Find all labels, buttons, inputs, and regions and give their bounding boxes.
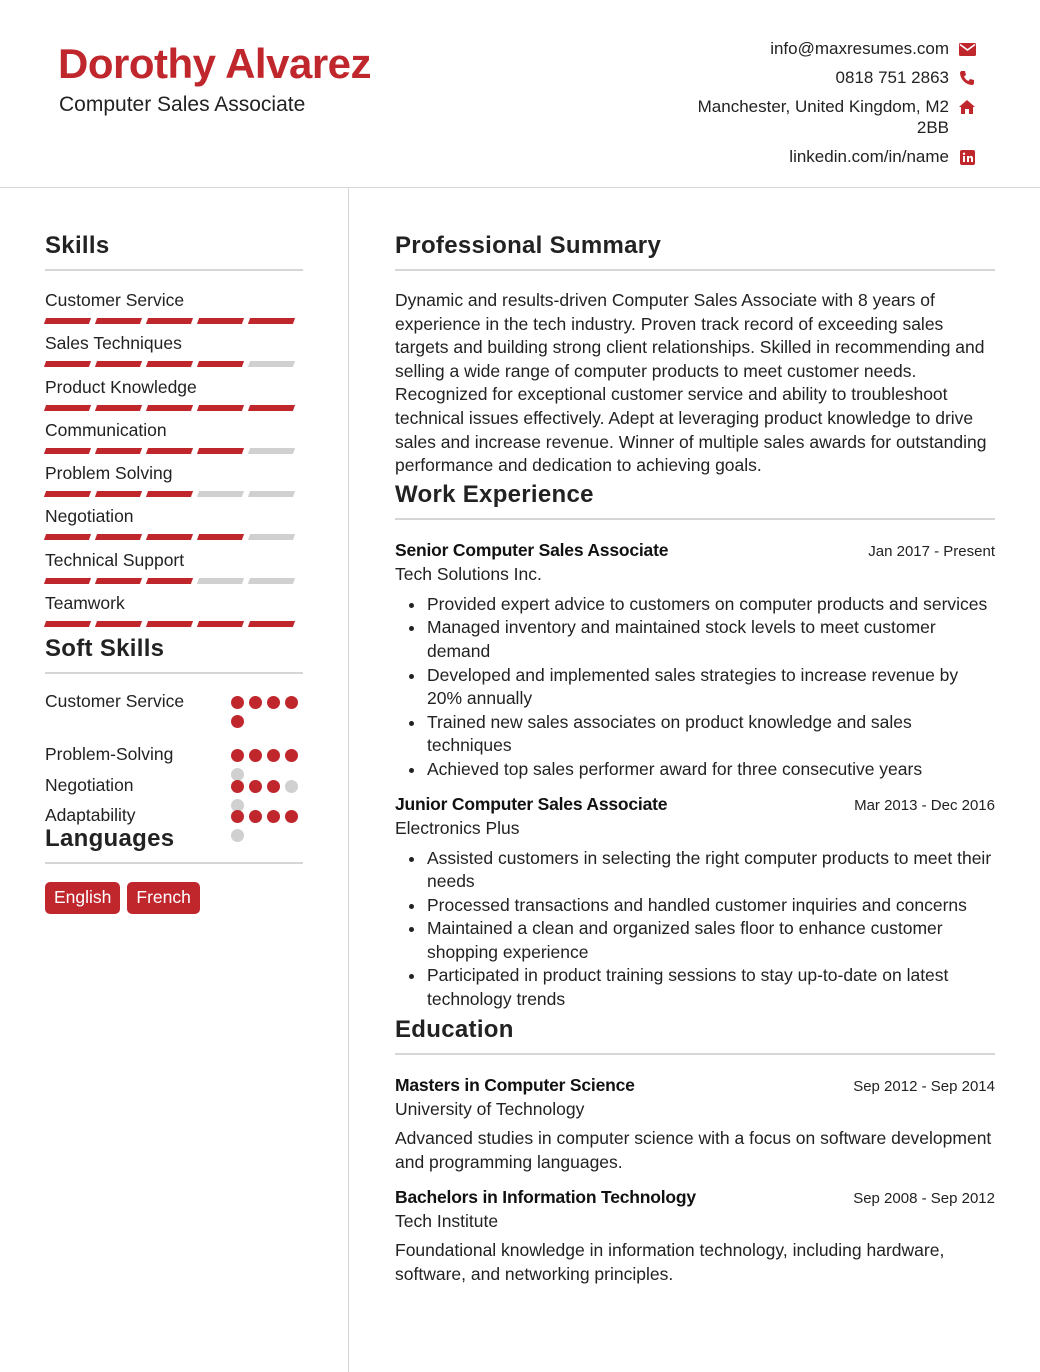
contact-phone[interactable] — [656, 67, 976, 88]
job-bullet: Trained new sales associates on product knowledge and sales techniques — [407, 711, 995, 758]
skill-level-segment — [44, 621, 91, 627]
candidate-name: Dorothy Alvarez — [58, 40, 372, 87]
skill-level-segment — [146, 361, 193, 367]
rating-dot — [267, 810, 280, 823]
skill-level-segment — [44, 534, 91, 540]
soft-skill-item — [45, 743, 303, 774]
home-icon — [958, 98, 976, 116]
skill-level-segment — [197, 361, 244, 367]
skill-level-segment — [146, 448, 193, 454]
rating-dot — [231, 696, 244, 709]
soft-skill-name: Problem-Solving — [45, 744, 174, 765]
experience-title: Work Experience — [395, 481, 995, 520]
skill-name: Customer Service — [45, 290, 185, 310]
skill-level-segment — [95, 448, 142, 454]
contact-address — [656, 96, 976, 138]
skill-item — [45, 376, 303, 419]
rating-dot — [231, 715, 244, 728]
rating-dot — [267, 749, 280, 762]
skill-item — [45, 505, 303, 548]
skill-level-bar — [45, 405, 303, 411]
soft-skills-title: Soft Skills — [45, 635, 303, 674]
rating-dot — [249, 780, 262, 793]
job-bullet: Participated in product training sessions to stay up-to-date on latest technology trends — [407, 964, 995, 1011]
skill-level-segment — [197, 534, 244, 540]
experience-list — [395, 540, 995, 1012]
job-bullet: Achieved top sales performer award for three consecutive years — [407, 758, 995, 782]
job-bullets — [407, 593, 995, 782]
education-description: Advanced studies in computer science with a focus on software development and programming languages. — [395, 1127, 992, 1173]
skill-level-segment — [146, 578, 193, 584]
right-column — [395, 232, 995, 1287]
soft-skill-rating — [231, 804, 303, 842]
job-entry — [395, 794, 995, 1012]
education-dates: Sep 2008 - Sep 2012 — [853, 1189, 995, 1207]
phone-icon — [958, 69, 976, 87]
degree-title: Bachelors in Information Technology — [395, 1186, 696, 1207]
rating-dot — [231, 780, 244, 793]
skill-level-segment — [44, 361, 91, 367]
skill-level-segment — [44, 578, 91, 584]
skill-level-segment — [197, 318, 244, 324]
rating-dot — [231, 810, 244, 823]
skill-item — [45, 549, 303, 592]
job-bullet: Maintained a clean and organized sales floor to enhance customer shopping experience — [407, 917, 995, 964]
skills-list — [45, 289, 303, 635]
school-name: Tech Institute — [395, 1210, 499, 1231]
skill-level-segment — [95, 361, 142, 367]
linkedin-icon — [958, 148, 976, 166]
job-bullet: Provided expert advice to customers on computer products and services — [407, 593, 995, 617]
job-dates: Jan 2017 - Present — [868, 542, 995, 560]
skill-name: Teamwork — [45, 593, 125, 614]
rating-dot — [249, 696, 262, 709]
skill-level-segment — [44, 318, 91, 324]
skill-level-segment — [248, 491, 295, 497]
education-title: Education — [395, 1016, 995, 1055]
job-bullet: Processed transactions and handled customer inquiries and concerns — [407, 894, 995, 918]
skill-item — [45, 332, 303, 375]
skill-name: Sales Techniques — [45, 333, 182, 354]
column-divider — [348, 188, 349, 1372]
skill-level-segment — [44, 405, 91, 411]
skill-level-segment — [146, 318, 193, 324]
skill-level-bar — [45, 621, 303, 627]
skill-level-segment — [248, 534, 295, 540]
job-company: Electronics Plus — [395, 817, 520, 838]
skill-level-segment — [95, 318, 142, 324]
skill-name: Negotiation — [45, 506, 134, 527]
skill-level-segment — [248, 448, 295, 454]
summary-text: Dynamic and results-driven Computer Sales Associate with 8 years of experience in the tech industry. Proven track record of exceeding sales targets and building strong client relationships. Skilled in recommending and selling a wide range of computer products to meet customer needs. Recognized for exceptional customer service and ability to troubleshoot technical issues effectively. Adept at leveraging product knowledge to drive sales and increase revenue. Winner of multiple sales awards for outstanding performance and dedication to achieving goals. — [395, 290, 987, 476]
languages-list — [45, 882, 303, 914]
skill-level-segment — [248, 578, 295, 584]
skill-name: Product Knowledge — [45, 376, 197, 397]
job-bullets — [407, 847, 995, 1012]
soft-skills-list — [45, 690, 303, 835]
education-entry — [395, 1075, 995, 1175]
left-column — [45, 232, 303, 914]
degree-title: Masters in Computer Science — [395, 1074, 635, 1095]
language-badge: English — [45, 882, 120, 914]
education-header — [395, 1075, 995, 1096]
skill-level-segment — [197, 448, 244, 454]
skill-level-segment — [197, 405, 244, 411]
skill-level-segment — [146, 534, 193, 540]
skill-level-bar — [45, 578, 303, 584]
job-title: Junior Computer Sales Associate — [395, 793, 668, 814]
resume-header — [0, 0, 1040, 188]
soft-skill-rating — [231, 690, 303, 728]
soft-skill-name: Customer Service — [45, 691, 185, 712]
language-badge: French — [127, 882, 199, 914]
skill-item — [45, 419, 303, 462]
skill-name: Problem Solving — [45, 463, 173, 484]
rating-dot — [285, 810, 298, 823]
soft-skill-name: Negotiation — [45, 774, 134, 795]
rating-dot — [285, 780, 298, 793]
skill-level-segment — [44, 491, 91, 497]
contact-email-text[interactable]: info@maxresumes.com — [770, 39, 949, 58]
contact-address-text: Manchester, United Kingdom, M2 2BB — [697, 97, 949, 137]
school-name: University of Technology — [395, 1098, 585, 1119]
skill-level-segment — [95, 491, 142, 497]
job-bullet: Developed and implemented sales strategies to increase revenue by 20% annually — [407, 664, 995, 711]
rating-dot — [267, 780, 280, 793]
skill-level-segment — [95, 621, 142, 627]
education-header — [395, 1187, 995, 1208]
job-header — [395, 794, 995, 815]
skill-level-bar — [45, 491, 303, 497]
skill-level-bar — [45, 318, 303, 324]
rating-dot — [267, 696, 280, 709]
job-title: Senior Computer Sales Associate — [395, 539, 669, 560]
skill-level-segment — [44, 448, 91, 454]
skill-level-segment — [146, 491, 193, 497]
skill-level-segment — [95, 405, 142, 411]
skill-name: Technical Support — [45, 549, 185, 570]
soft-skill-item — [45, 774, 303, 805]
skill-level-bar — [45, 448, 303, 454]
skill-name: Communication — [45, 419, 167, 440]
skill-level-segment — [197, 578, 244, 584]
skill-item — [45, 462, 303, 505]
contact-email[interactable] — [656, 38, 976, 59]
skill-level-segment — [248, 405, 295, 411]
skill-level-segment — [146, 621, 193, 627]
soft-skill-name: Adaptability — [45, 805, 136, 826]
education-dates: Sep 2012 - Sep 2014 — [853, 1077, 995, 1095]
skill-item — [45, 289, 303, 332]
skill-level-segment — [248, 318, 295, 324]
skill-level-segment — [197, 621, 244, 627]
rating-dot — [249, 810, 262, 823]
rating-dot — [249, 749, 262, 762]
job-entry — [395, 540, 995, 782]
job-bullet: Assisted customers in selecting the right computer products to meet their needs — [407, 847, 995, 894]
skill-item — [45, 592, 303, 635]
contact-phone-text[interactable]: 0818 751 2863 — [835, 68, 949, 87]
job-dates: Mar 2013 - Dec 2016 — [854, 796, 995, 814]
soft-skill-item — [45, 690, 303, 743]
skill-level-segment — [248, 621, 295, 627]
job-bullet: Managed inventory and maintained stock levels to meet customer demand — [407, 616, 995, 663]
skill-level-segment — [95, 578, 142, 584]
skills-title: Skills — [45, 232, 303, 271]
contact-list — [656, 38, 976, 175]
skill-level-segment — [95, 534, 142, 540]
skill-level-segment — [146, 405, 193, 411]
rating-dot — [285, 696, 298, 709]
education-list — [395, 1075, 995, 1287]
envelope-icon — [958, 40, 976, 58]
skill-level-bar — [45, 534, 303, 540]
rating-dot — [231, 749, 244, 762]
contact-linkedin[interactable] — [656, 146, 976, 167]
contact-linkedin-text[interactable]: linkedin.com/in/name — [789, 147, 949, 166]
job-header — [395, 540, 995, 561]
skill-level-bar — [45, 361, 303, 367]
education-description: Foundational knowledge in information technology, including hardware, software, and networking principles. — [395, 1239, 945, 1285]
job-company: Tech Solutions Inc. — [395, 563, 542, 584]
languages-title: Languages — [45, 825, 303, 864]
rating-dot — [285, 749, 298, 762]
candidate-role: Computer Sales Associate — [59, 93, 306, 116]
summary-title: Professional Summary — [395, 232, 995, 271]
education-entry — [395, 1187, 995, 1287]
skill-level-segment — [248, 361, 295, 367]
rating-dot — [231, 829, 244, 842]
skill-level-segment — [197, 491, 244, 497]
